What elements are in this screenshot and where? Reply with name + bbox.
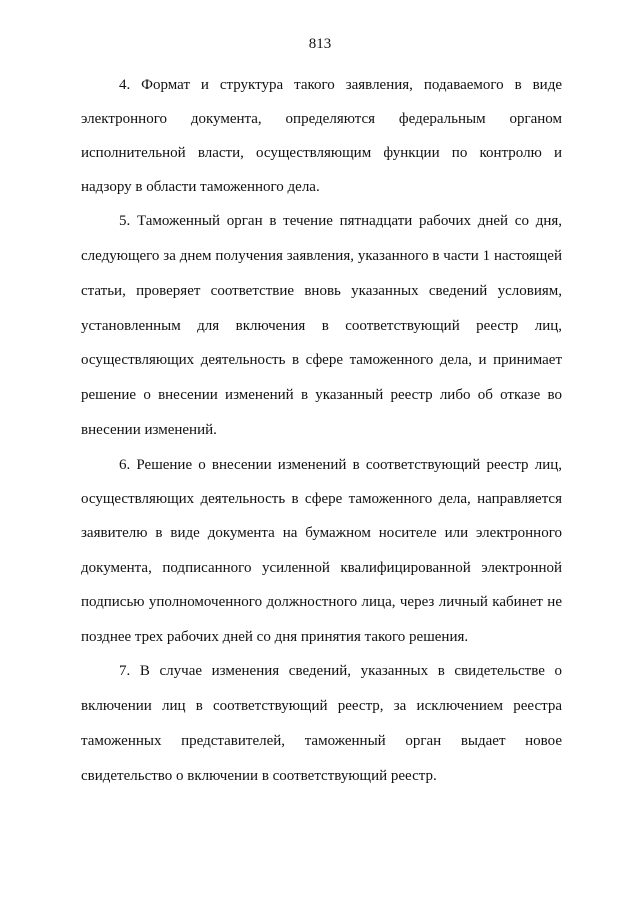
paragraph-5-line-4: установленным для включения в соответствующий реестр лиц, [81,318,562,334]
paragraph-6-line-2: осуществляющих деятельность в сфере таможенного дела, направляется [81,491,562,507]
paragraph-6-line-6: позднее трех рабочих дней со дня принятия такого решения. [81,629,469,645]
paragraph-7-line-1: 7. В случае изменения сведений, указанных в свидетельстве о [119,663,562,679]
paragraph-6-line-1: 6. Решение о внесении изменений в соответствующий реестр лиц, [119,457,562,473]
paragraph-4-line-1: 4. Формат и структура такого заявления, подаваемого в виде [119,77,562,93]
page-number: 813 [308,36,332,52]
paragraph-5-line-1: 5. Таможенный орган в течение пятнадцати рабочих дней со дня, [119,213,562,229]
paragraph-7-line-3: таможенных представителей, таможенный орган выдает новое [81,733,562,749]
paragraph-5-line-3: статьи, проверяет соответствие вновь указанных сведений условиям, [81,283,562,299]
paragraph-6-line-5: подписью уполномоченного должностного лица, через личный кабинет не [81,594,562,610]
paragraph-5-line-6: решение о внесении изменений в указанный реестр либо об отказе во [81,387,562,403]
paragraph-5-line-5: осуществляющих деятельность в сфере таможенного дела, и принимает [81,352,562,368]
paragraph-6-line-3: заявителю в виде документа на бумажном носителе или электронного [81,525,562,541]
paragraph-4-line-3: исполнительной власти, осуществляющим функции по контролю и [81,145,562,161]
paragraph-5-line-2: следующего за днем получения заявления, указанного в части 1 настоящей [81,248,562,264]
paragraph-6-line-4: документа, подписанного усиленной квалифицированной электронной [81,560,562,576]
paragraph-7-line-4: свидетельство о включении в соответствующий реестр. [81,768,437,784]
paragraph-5-line-7: внесении изменений. [81,422,217,438]
paragraph-7-line-2: включении лиц в соответствующий реестр, за исключением реестра [81,698,562,714]
paragraph-4-line-2: электронного документа, определяются федеральным органом [81,111,562,127]
paragraph-4-line-4: надзору в области таможенного дела. [81,179,320,195]
